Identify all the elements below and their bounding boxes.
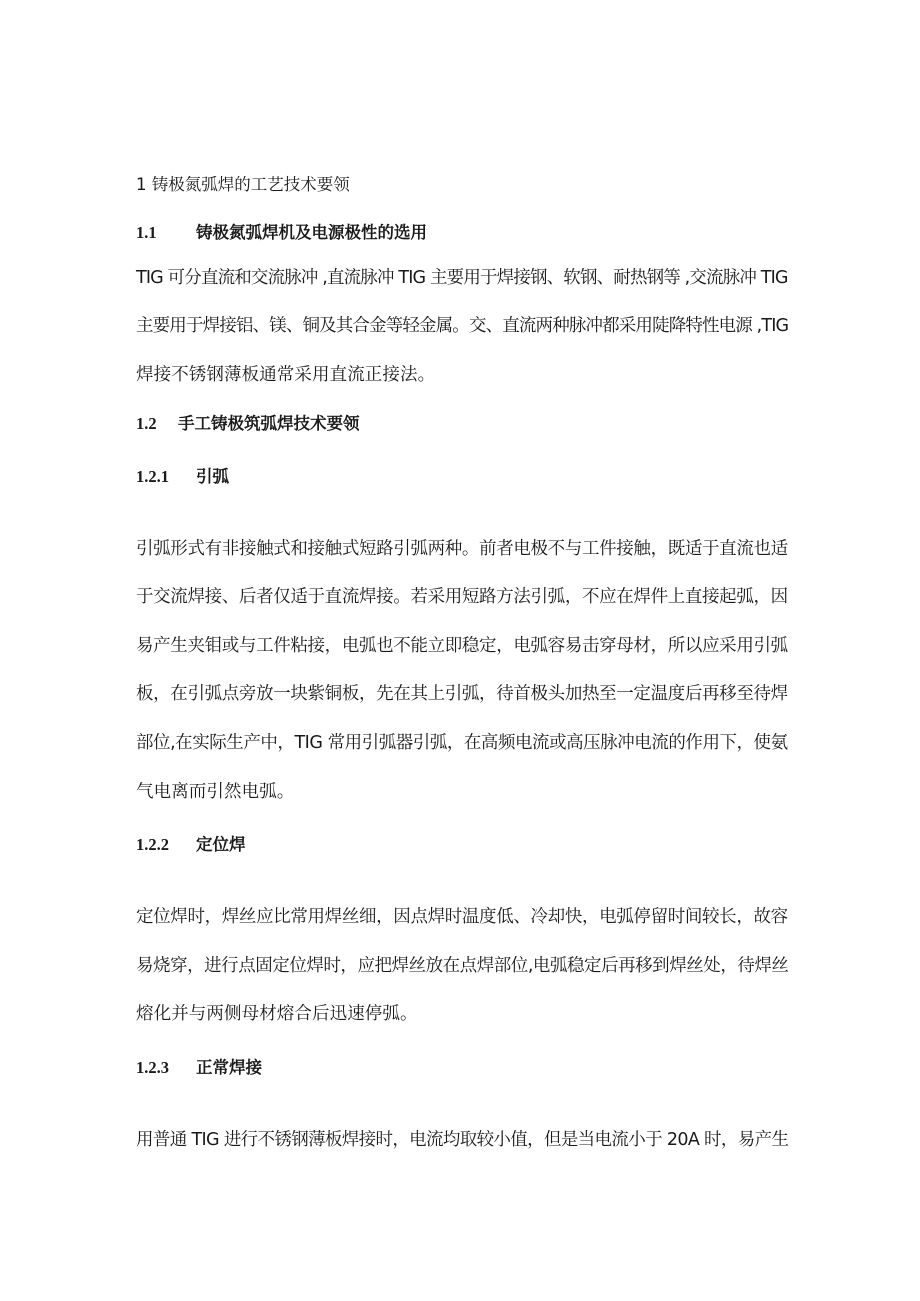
paragraph-line: 定位焊时，焊丝应比常用焊丝细，因点焊时温度低、冷却快，电弧停留时间较长，故容 [136, 907, 788, 927]
section-title: 正常焊接 [196, 1058, 262, 1077]
paragraph-line: 主要用于焊接铝、镁、铜及其合金等轻金属。交、直流两种脉冲都采用陡降特性电源 ,TIG [136, 316, 789, 336]
section-number: 1.2.2 [136, 835, 169, 854]
paragraph-line: 于交流焊接、后者仅适于直流焊接。若采用短路方法引弧，不应在焊件上直接起弧，因 [136, 587, 788, 607]
section-heading-1-2-1 [136, 463, 229, 487]
section-title: 铸极氮弧焊机及电源极性的选用 [196, 223, 427, 242]
section-title: 定位焊 [196, 835, 246, 854]
section-number: 1.2.3 [136, 1058, 169, 1077]
section-number: 1.2 [136, 414, 157, 433]
paragraph-line: 板，在引弧点旁放一块紫铜板，先在其上引弧，待首极头加热至一定温度后再移至待焊 [136, 684, 788, 704]
paragraph-line: TIG 可分直流和交流脉冲 ,直流脉冲 TIG 主要用于焊接钢、软钢、耐热钢等 ,交流脉冲 TIG [136, 268, 788, 288]
paragraph-line: 易产生夹钼或与工件粘接，电弧也不能立即稳定，电弧容易击穿母材，所以应采用引弧 [136, 636, 788, 656]
paragraph-line: 气电离而引然电弧。 [136, 782, 295, 802]
section-heading-1-1 [136, 219, 427, 243]
section-number: 1.1 [136, 223, 157, 242]
section-heading-1-2 [136, 410, 360, 434]
paragraph-line: 熔化并与两侧母材熔合后迅速停弧。 [136, 1004, 418, 1024]
paragraph-line: 引弧形式有非接触式和接触式短路引弧两种。前者电极不与工件接触，既适于直流也适 [136, 539, 788, 559]
paragraph-line: 易烧穿，进行点固定位焊时，应把焊丝放在点焊部位,电弧稳定后再移到焊丝处，待焊丝 [136, 956, 789, 976]
section-title: 手工铸极筑弧焊技术要领 [178, 414, 360, 433]
section-heading-1-2-3 [136, 1054, 262, 1078]
section-title: 引弧 [196, 467, 229, 486]
paragraph-line: 焊接不锈钢薄板通常采用直流正接法。 [136, 365, 436, 385]
section-number: 1.2.1 [136, 467, 169, 486]
section-heading-1-2-2 [136, 831, 246, 855]
document-title: 1 铸极氮弧焊的工艺技术要领 [136, 175, 350, 194]
paragraph-line: 部位,在实际生产中，TIG 常用引弧器引弧，在高频电流或高压脉冲电流的作用下，使氨 [136, 733, 788, 753]
paragraph-line: 用普通 TIG 进行不锈钢薄板焊接时，电流均取较小值，但是当电流小于 20A 时，易产生 [136, 1130, 789, 1150]
